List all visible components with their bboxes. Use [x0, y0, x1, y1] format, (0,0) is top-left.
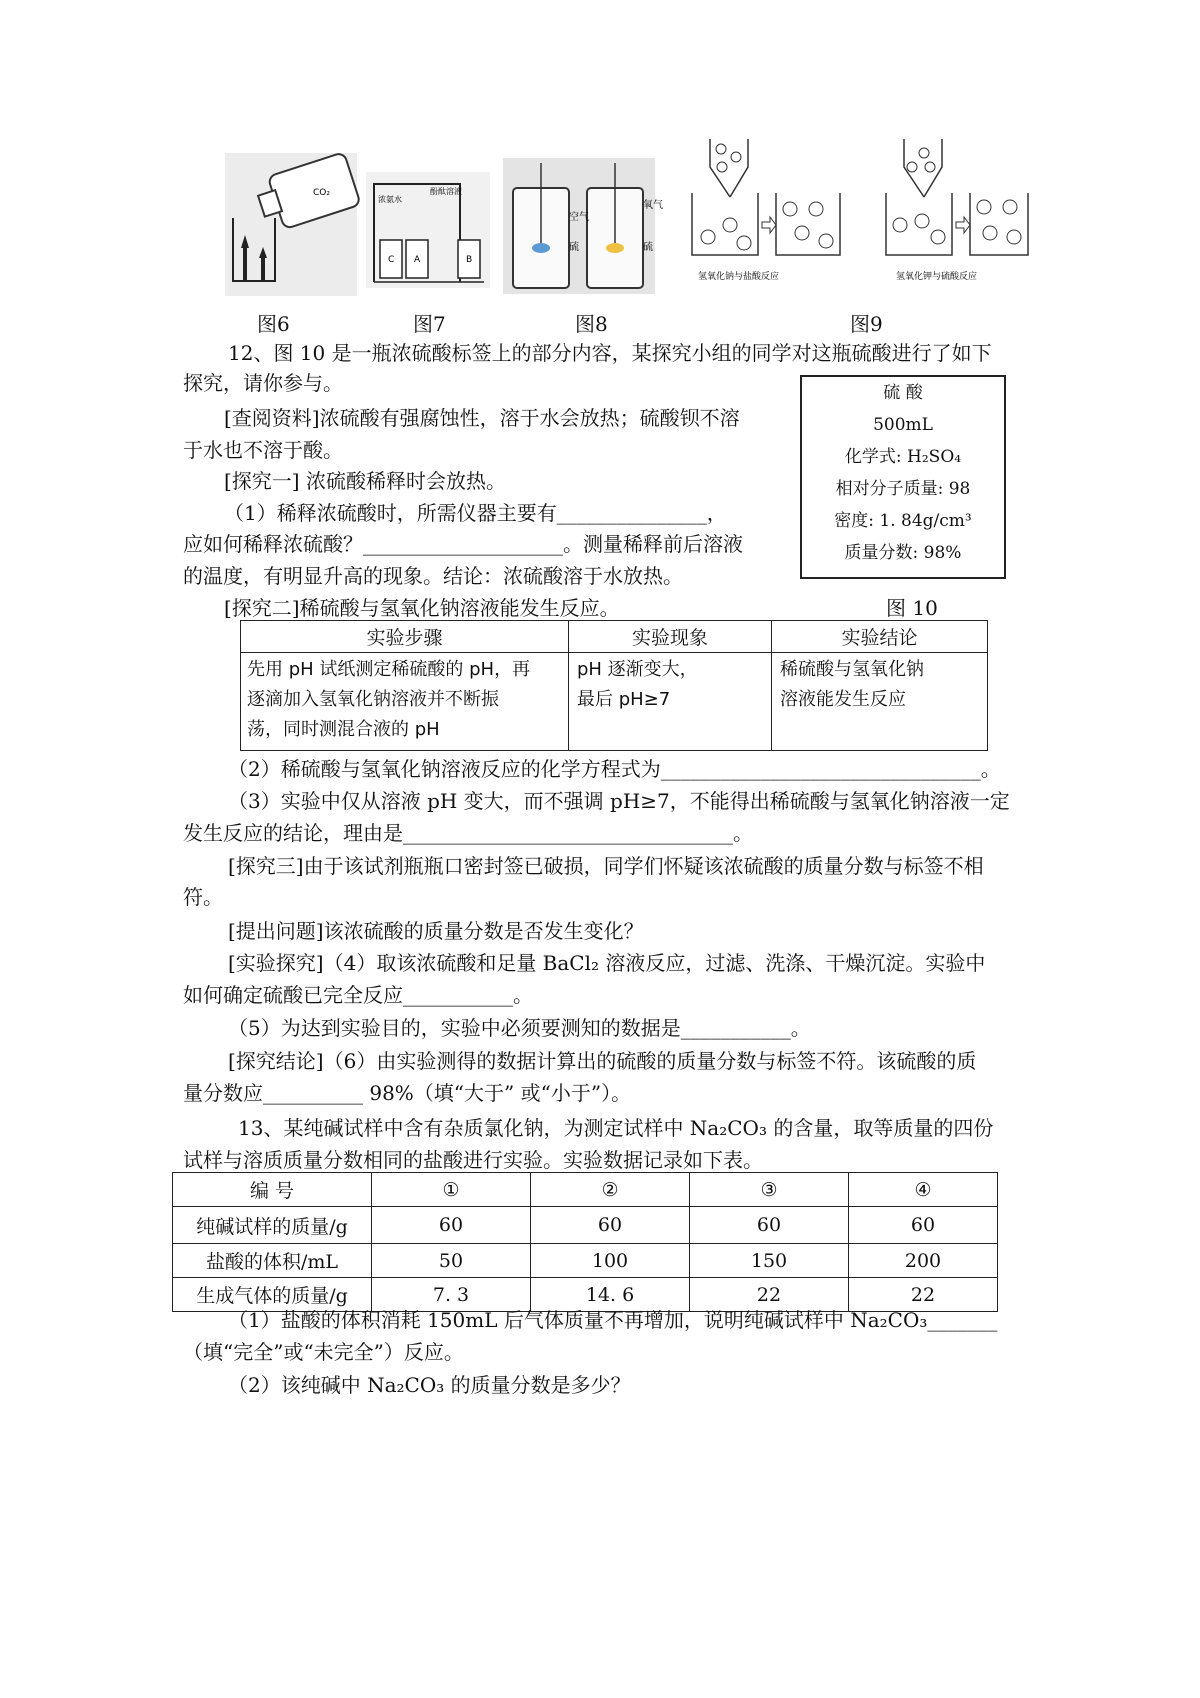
q12-exp1-title: [探究一] 浓硫酸稀释时会放热。 [224, 469, 506, 493]
figure-8 [503, 158, 663, 294]
q12-experiment-table [240, 620, 988, 751]
q13-data-table [172, 1172, 998, 1312]
q12-exp3-b: 符。 [183, 885, 223, 909]
q13-row3-label: 生成气体的质量/g [173, 1278, 372, 1312]
q13-row2-c3: 150 [690, 1244, 849, 1278]
q13-row1-c1: 60 [372, 1207, 531, 1244]
figure-6-drawing [225, 153, 357, 296]
beaker-a-label: A [414, 255, 421, 265]
q13-row2-c1: 50 [372, 1244, 531, 1278]
q12-p5: （5）为达到实验目的，实验中必须要测知的数据是___________。 [228, 1016, 811, 1040]
co2-label: CO₂ [313, 188, 330, 198]
sulfur-label-left: 硫 [569, 242, 579, 253]
figure-8-drawing [503, 158, 663, 294]
figure-7-caption: 图7 [413, 312, 446, 336]
acid-label-mass: 相对分子质量: 98 [835, 479, 971, 499]
q13-header-2: ② [531, 1173, 690, 1207]
step-line-2: 逐滴加入氢氧化钠溶液并不断振 [247, 689, 499, 710]
q12-exp2-title: [探究二]稀硫酸与氢氧化钠溶液能发生反应。 [224, 596, 620, 620]
q13-p1-b: （填“完全”或“未完全”）反应。 [183, 1340, 464, 1364]
q13-row3-c3: 22 [690, 1278, 849, 1312]
q12-p1-c: 的温度，有明显升高的现象。结论：浓硫酸溶于水放热。 [183, 564, 683, 588]
figure-6 [225, 153, 357, 296]
q13-header-label: 编 号 [173, 1173, 372, 1207]
acid-label-volume: 500mL [873, 415, 933, 435]
sulfur-label-right: 硫 [643, 242, 653, 253]
table-header-conclusion: 实验结论 [772, 621, 988, 653]
q13-row1-label: 纯碱试样的质量/g [173, 1207, 372, 1244]
q13-intro-1: 13、某纯碱试样中含有杂质氯化钠，为测定试样中 Na₂CO₃ 的含量，取等质量的四份 [238, 1116, 994, 1140]
q12-intro-1: 12、图 10 是一瓶浓硫酸标签上的部分内容，某探究小组的同学对这瓶硫酸进行了如下 [228, 341, 992, 365]
q13-header-1: ① [372, 1173, 531, 1207]
oxygen-label: 氧气 [643, 200, 663, 211]
beaker-c-label: C [388, 255, 395, 265]
q13-row3-c1: 7. 3 [372, 1278, 531, 1312]
q13-row1-c3: 60 [690, 1207, 849, 1244]
q13-p2: （2）该纯碱中 Na₂CO₃ 的质量分数是多少？ [228, 1373, 631, 1397]
step-line-1: 先用 pH 试纸测定稀硫酸的 pH，再 [247, 659, 531, 680]
q13-row2-label: 盐酸的体积/mL [173, 1244, 372, 1278]
figure-9-right-caption: 氢氧化钾与硫酸反应 [896, 272, 978, 282]
q12-p3-a: （3）实验中仅从溶液 pH 变大，而不强调 pH≥7，不能得出稀硫酸与氢氧化钠溶液一定 [228, 789, 1010, 813]
table-step-cell [241, 653, 569, 751]
figure-7 [366, 172, 490, 288]
figure-7-drawing [366, 172, 490, 288]
q12-p2: （2）稀硫酸与氢氧化钠溶液反应的化学方程式为________________________________。 [228, 757, 1001, 781]
table-header-phenomenon: 实验现象 [569, 621, 772, 653]
q13-row1-c4: 60 [849, 1207, 998, 1244]
figure-9-drawing [690, 137, 1030, 287]
figure-10-caption: 图 10 [886, 596, 938, 620]
q13-header-3: ③ [690, 1173, 849, 1207]
beaker-b-label: B [466, 255, 473, 265]
figure-9-caption: 图9 [850, 312, 883, 336]
air-label: 空气 [569, 212, 589, 223]
figure-9-left-caption: 氢氧化钠与盐酸反应 [698, 272, 780, 282]
table-conclusion-cell [772, 653, 988, 751]
q12-p6-b: 量分数应__________ 98%（填“大于” 或“小于”）。 [183, 1081, 632, 1105]
table-header-step: 实验步骤 [241, 621, 569, 653]
q13-header-4: ④ [849, 1173, 998, 1207]
acid-label-density: 密度: 1. 84g/cm³ [834, 511, 972, 531]
q13-row3-c2: 14. 6 [531, 1278, 690, 1312]
q13-row1-c2: 60 [531, 1207, 690, 1244]
table-phenomenon-cell [569, 653, 772, 751]
step-line-3: 荡，同时测混合液的 pH [247, 719, 440, 740]
acid-label-fraction: 质量分数: 98% [844, 543, 962, 563]
q13-intro-2: 试样与溶质质量分数相同的盐酸进行实验。实验数据记录如下表。 [183, 1148, 763, 1172]
q12-reference-2: 于水也不溶于酸。 [183, 438, 343, 462]
figure-8-caption: 图8 [575, 312, 608, 336]
q12-p1-b: 应如何稀释浓硫酸？____________________。测量稀释前后溶液 [183, 532, 743, 556]
phenomenon-line-2: 最后 pH≥7 [577, 689, 671, 710]
q12-intro-2: 探究，请你参与。 [183, 371, 343, 395]
acid-label-name: 硫 酸 [883, 383, 923, 403]
q12-p4-b: 如何确定硫酸已完全反应___________。 [183, 983, 533, 1007]
q12-exp3-a: [探究三]由于该试剂瓶瓶口密封签已破损，同学们怀疑该浓硫酸的质量分数与标签不相 [228, 854, 984, 878]
conclusion-line-1: 稀硫酸与氢氧化钠 [780, 659, 924, 680]
conclusion-line-2: 溶液能发生反应 [780, 689, 906, 710]
q13-p1-a: （1）盐酸的体积消耗 150mL 后气体质量不再增加，说明纯碱试样中 Na₂CO₃_______ [228, 1308, 998, 1332]
q12-p1-a: （1）稀释浓硫酸时，所需仪器主要有_______________， [224, 501, 727, 525]
q12-question: [提出问题]该浓硫酸的质量分数是否发生变化？ [228, 919, 644, 943]
q13-row2-c4: 200 [849, 1244, 998, 1278]
phenomenon-line-1: pH 逐渐变大， [577, 659, 698, 680]
acid-label-formula: 化学式: H₂SO₄ [844, 447, 962, 467]
q12-p4-a: [实验探究]（4）取该浓硫酸和足量 BaCl₂ 溶液反应，过滤、洗涤、干燥沉淀。实验中 [228, 951, 986, 975]
phenol-label: 酚酞溶液 [430, 187, 462, 196]
figure-9 [690, 137, 1030, 287]
q12-p6-a: [探究结论]（6）由实验测得的数据计算出的硫酸的质量分数与标签不符。该硫酸的质 [228, 1049, 977, 1073]
q13-row3-c4: 22 [849, 1278, 998, 1312]
acid-label-box [800, 375, 1006, 579]
q13-row2-c2: 100 [531, 1244, 690, 1278]
q12-p3-b: 发生反应的结论，理由是_________________________________。 [183, 821, 753, 845]
figure-6-caption: 图6 [257, 312, 290, 336]
ammonia-label: 浓氨水 [378, 195, 402, 204]
q12-reference-1: [查阅资料]浓硫酸有强腐蚀性，溶于水会放热；硫酸钡不溶 [224, 406, 740, 430]
